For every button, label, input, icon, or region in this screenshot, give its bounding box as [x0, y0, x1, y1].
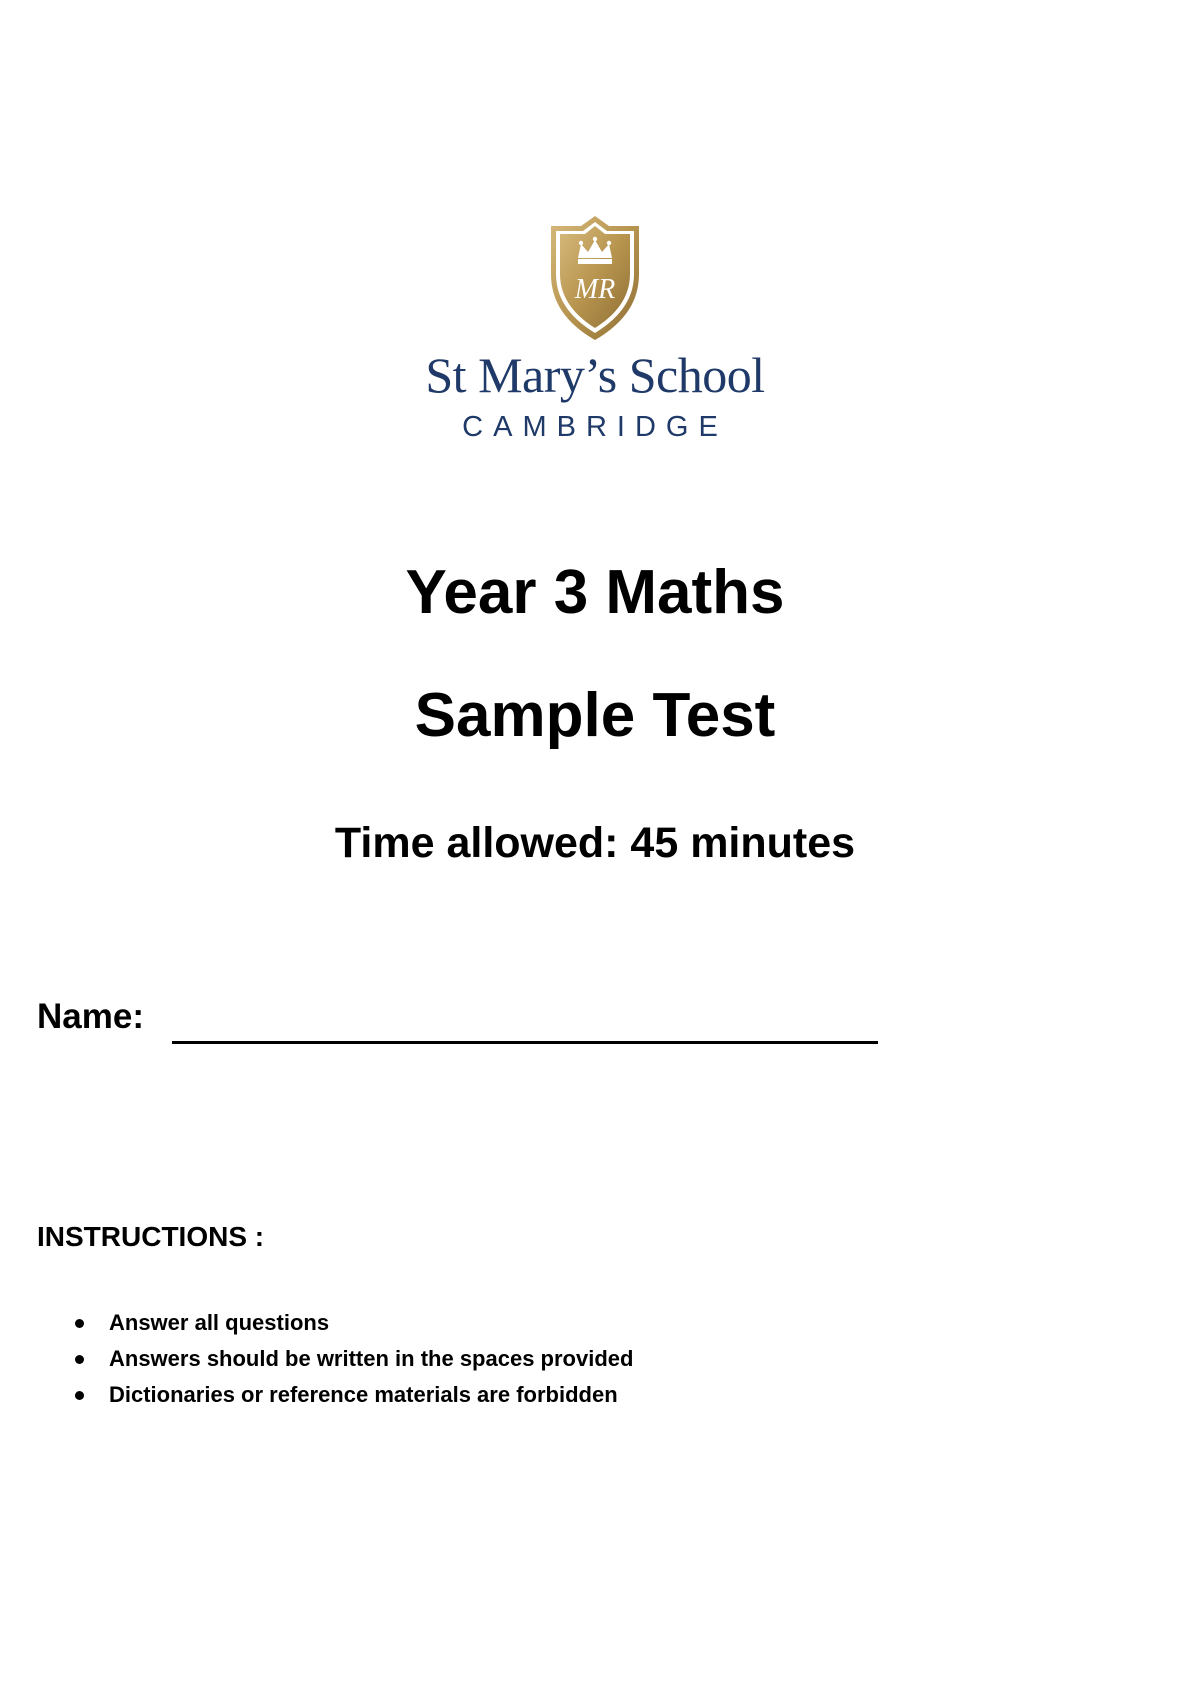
instruction-text: Dictionaries or reference materials are forbidden	[109, 1382, 618, 1407]
school-name: St Mary’s School	[425, 347, 765, 403]
bullet-icon	[75, 1355, 84, 1364]
test-title: Year 3 Maths	[405, 558, 785, 627]
name-label: Name:	[37, 997, 144, 1036]
school-city: CAMBRIDGE	[462, 411, 728, 443]
instruction-item	[73, 1310, 633, 1346]
instructions-heading: INSTRUCTIONS :	[37, 1221, 265, 1252]
name-answer-line[interactable]	[172, 1041, 878, 1044]
time-allowed: Time allowed: 45 minutes	[334, 819, 856, 867]
crest-monogram: MR	[574, 274, 616, 305]
instruction-text: Answers should be written in the spaces provided	[109, 1346, 634, 1371]
school-crest-icon	[545, 214, 645, 342]
instruction-item	[73, 1346, 633, 1382]
instructions-list	[73, 1310, 633, 1418]
test-subtitle: Sample Test	[414, 681, 776, 750]
instruction-text: Answer all questions	[109, 1310, 330, 1335]
bullet-icon	[75, 1391, 84, 1400]
bullet-icon	[75, 1319, 84, 1328]
instruction-item	[73, 1382, 633, 1418]
